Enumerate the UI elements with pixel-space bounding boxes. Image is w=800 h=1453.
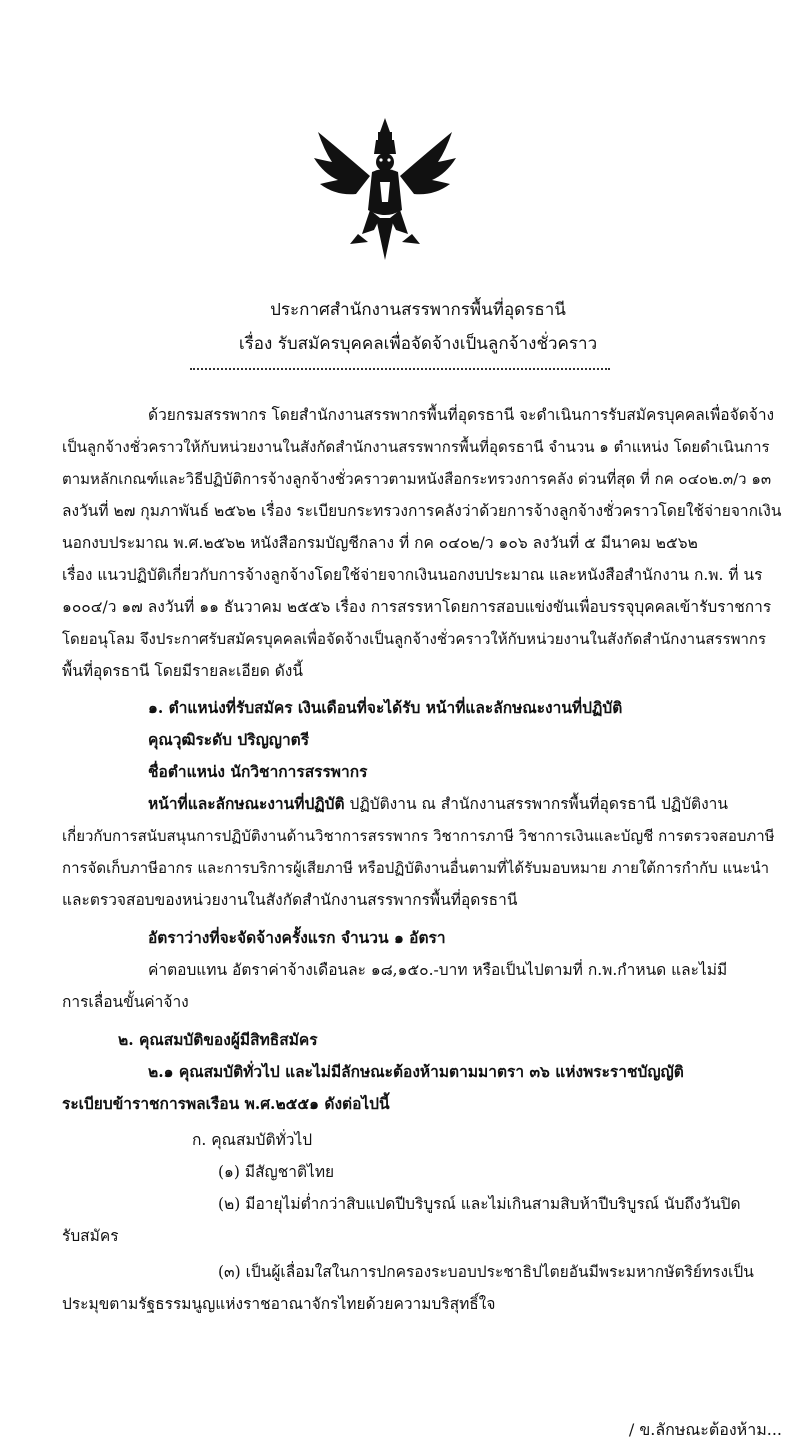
duties-line: การจัดเก็บภาษีอากร และการบริการผู้เสียภาษี หรือปฏิบัติงานอื่นตามที่ได้รับมอบหมาย ภายใต้การกำกับ แนะนำ (62, 859, 770, 877)
vacancy-count: อัตราว่างที่จะจัดจ้างครั้งแรก จำนวน ๑ อัตรา (148, 928, 446, 947)
intro-line: ด้วยกรมสรรพากร โดยสำนักงานสรรพากรพื้นที่อุดรธานี จะดำเนินการรับสมัครบุคคลเพื่อจัดจ้าง (148, 406, 775, 424)
intro-line: ลงวันที่ ๒๗ กุมภาพันธ์ ๒๕๖๒ เรื่อง ระเบียบกระทรวงการคลังว่าด้วยการจ้างลูกจ้างชั่วคราวโดยใช้จ่ายจากเงิน (62, 502, 782, 520)
intro-line: โดยอนุโลม จึงประกาศรับสมัครบุคคลเพื่อจัดจ้างเป็นลูกจ้างชั่วคราวให้กับหน่วยงานในสังกัดสำนักงานสรรพากร (62, 630, 767, 648)
qualification-item: (๒) มีอายุไม่ต่ำกว่าสิบแปดปีบริบูรณ์ และไม่เกินสามสิบห้าปีบริบูรณ์ นับถึงวันปิด (218, 1195, 741, 1213)
qualification-item: (๓) เป็นผู้เลื่อมใสในการปกครองระบอบประชาธิปไตยอันมีพระมหากษัตริย์ทรงเป็น (218, 1263, 754, 1281)
general-qualifications-heading: ก. คุณสมบัติทั่วไป (192, 1131, 313, 1149)
intro-line: เรื่อง แนวปฏิบัติเกี่ยวกับการจ้างลูกจ้างโดยใช้จ่ายจากเงินนอกงบประมาณ และหนังสือสำนักงาน ก.พ. ที่ นร (62, 566, 763, 584)
duties-line: และตรวจสอบของหน่วยงานในสังกัดสำนักงานสรรพากรพื้นที่อุดรธานี (62, 891, 518, 909)
duties-line: เกี่ยวกับการสนับสนุนการปฏิบัติงานด้านวิชาการสรรพากร วิชาการภาษี วิชาการเงินและบัญชี การตรวจสอบภาษี (62, 827, 775, 845)
intro-line: นอกงบประมาณ พ.ศ.๒๕๖๒ หนังสือกรมบัญชีกลาง ที่ กค ๐๔๐๒/ว ๑๐๖ ลงวันที่ ๕ มีนาคม ๒๕๖๒ (62, 534, 698, 552)
continued-marker: / ข.ลักษณะต้องห้าม... (628, 1420, 782, 1439)
intro-line: ๑๐๐๔/ว ๑๗ ลงวันที่ ๑๑ ธันวาคม ๒๕๕๖ เรื่อง การสรรหาโดยการสอบแข่งขันเพื่อบรรจุบุคคลเข้ารับราชการ (62, 598, 772, 616)
pay-rate: ค่าตอบแทน อัตราค่าจ้างเดือนละ ๑๘,๑๕๐.-บาท หรือเป็นไปตามที่ ก.พ.กำหนด และไม่มี (148, 961, 728, 979)
intro-line: เป็นลูกจ้างชั่วคราวให้กับหน่วยงานในสังกัดสำนักงานสรรพากรพื้นที่อุดรธานี จำนวน ๑ ตำแหน่ง โดยดำเนินการ (62, 438, 770, 456)
duties-heading: หน้าที่และลักษณะงานที่ปฏิบัติ (148, 794, 345, 813)
qualification-2-1: ๒.๑ คุณสมบัติทั่วไป และไม่มีลักษณะต้องห้ามตามมาตรา ๓๖ แห่งพระราชบัญญัติ (148, 1062, 684, 1081)
garuda-emblem-icon (310, 110, 460, 270)
duties-line (148, 794, 728, 814)
intro-line: พื้นที่อุดรธานี โดยมีรายละเอียด ดังนี้ (62, 662, 303, 680)
qualification-item-cont: รับสมัคร (62, 1227, 119, 1245)
pay-rate-cont: การเลื่อนขั้นค่าจ้าง (62, 993, 189, 1011)
section-2-heading: ๒. คุณสมบัติของผู้มีสิทธิสมัคร (118, 1030, 318, 1049)
section-1-heading: ๑. ตำแหน่งที่รับสมัคร เงินเดือนที่จะได้รับ หน้าที่และลักษณะงานที่ปฏิบัติ (148, 698, 623, 717)
intro-line: ตามหลักเกณฑ์และวิธีปฏิบัติการจ้างลูกจ้างชั่วคราวตามหนังสือกระทรวงการคลัง ด่วนที่สุด ที่ กค ๐๔๐๒.๓/ว ๑๓ (62, 470, 772, 488)
duties-lead: ปฏิบัติงาน ณ สำนักงานสรรพากรพื้นที่อุดรธานี ปฏิบัติงาน (344, 795, 728, 813)
degree-level: คุณวุฒิระดับ ปริญญาตรี (148, 730, 310, 749)
qualification-item: (๑) มีสัญชาติไทย (218, 1163, 335, 1181)
dotted-divider (190, 368, 610, 370)
announcement-title: ประกาศสำนักงานสรรพากรพื้นที่อุดรธานี (270, 300, 566, 320)
announcement-subject: เรื่อง รับสมัครบุคคลเพื่อจัดจ้างเป็นลูกจ้างชั่วคราว (238, 334, 598, 354)
qualification-item-cont: ประมุขตามรัฐธรรมนูญแห่งราชอาณาจักรไทยด้วยความบริสุทธิ์ใจ (62, 1295, 496, 1313)
position-name: ชื่อตำแหน่ง นักวิชาการสรรพากร (148, 762, 368, 781)
qualification-2-1-cont: ระเบียบข้าราชการพลเรือน พ.ศ.๒๕๕๑ ดังต่อไปนี้ (62, 1094, 390, 1113)
